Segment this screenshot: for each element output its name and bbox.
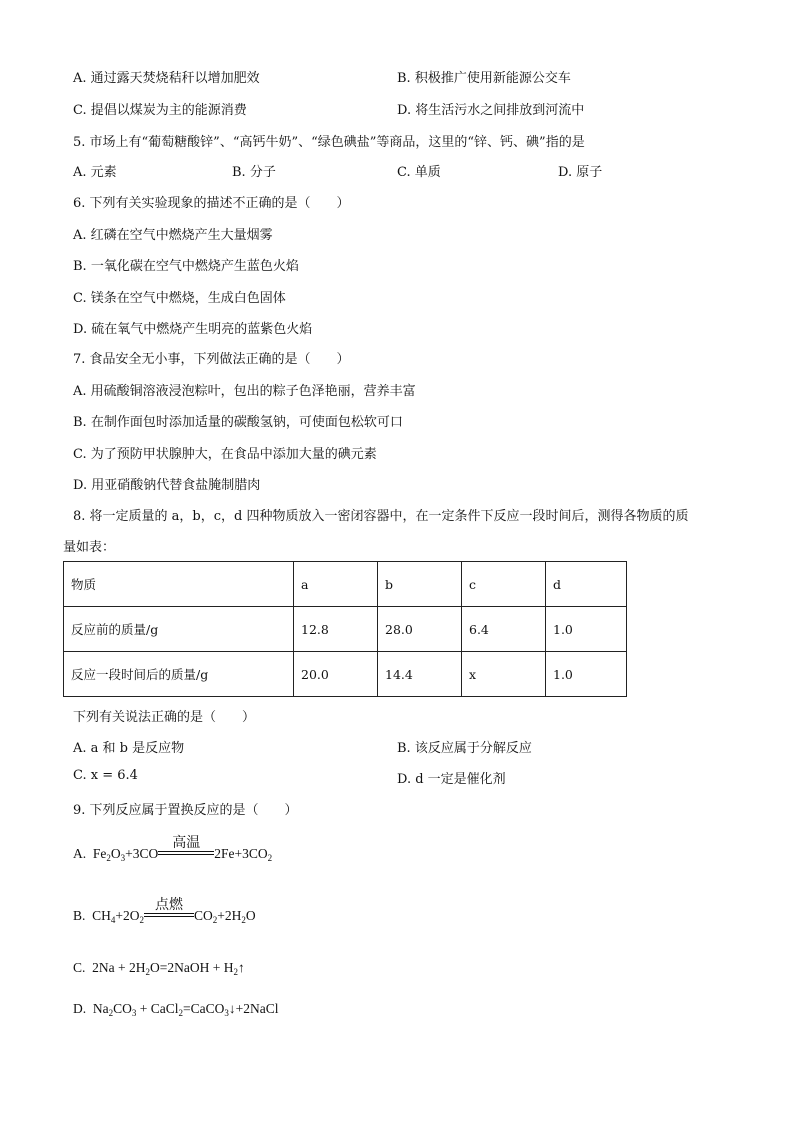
equation: $2Na + 2H_2O=2NaOH$ + $H_2↑$	[92, 960, 245, 977]
q7-option-d: D. 用亚硝酸钠代替食盐腌制腊肉	[73, 478, 261, 493]
table-header-cell: b	[378, 562, 462, 607]
table-cell: 28.0	[378, 607, 462, 652]
q7-option-b: B. 在制作面包时添加适量的碳酸氢钠，可使面包松软可口	[73, 415, 403, 430]
table-cell: 14.4	[378, 652, 462, 697]
table-header-cell: c	[462, 562, 546, 607]
q5-stem: 5. 市场上有“葡萄糖酸锌”、“高钙牛奶”、“绿色碘盐”等商品，这里的“锌、钙、碘”指的是	[73, 135, 585, 150]
q8-option-d: D. d 一定是催化剂	[397, 772, 506, 787]
equation: $Na_2CO_3$ + CaCl$_2$=CaCO$_3$↓+2NaCl	[92, 1001, 279, 1018]
q9-option-a	[73, 835, 273, 863]
table-header-cell: a	[294, 562, 378, 607]
q8-option-c: C. x = 6.4	[73, 768, 138, 783]
q8-stem-line2: 量如表：	[63, 540, 116, 555]
table-cell: 1.0	[546, 652, 627, 697]
table-cell: 反应前的质量/g	[64, 607, 294, 652]
table-header-cell: d	[546, 562, 627, 607]
q6-option-b: B. 一氧化碳在空气中燃烧产生蓝色火焰	[73, 259, 299, 274]
q7-option-a: A. 用硫酸铜溶液浸泡粽叶，包出的粽子色泽艳丽，营养丰富	[73, 384, 416, 399]
table-cell: 12.8	[294, 607, 378, 652]
q5-option-d: D. 原子	[558, 165, 603, 180]
q8-stem-line1: 8. 将一定质量的 a，b，c，d 四种物质放入一密闭容器中，在一定条件下反应一段时间后，测得各物质的质	[73, 509, 689, 524]
q6-option-c: C. 镁条在空气中燃烧，生成白色固体	[73, 291, 286, 306]
equation-lhs: $CH_4+2O_2$	[92, 908, 145, 925]
option-label: B.	[73, 908, 86, 923]
option-label: A.	[73, 846, 87, 861]
table-row	[64, 607, 627, 652]
q8-option-a: A. a 和 b 是反应物	[73, 741, 185, 756]
table-cell: x	[462, 652, 546, 697]
q8-prompt: 下列有关说法正确的是（ ）	[73, 710, 256, 725]
equation-rhs: $CO_2+2H_2O$	[194, 908, 256, 925]
mass-table	[63, 561, 627, 697]
equation-lhs: $Fe_2O_3+3CO$	[92, 846, 159, 863]
q9-option-c	[73, 960, 245, 976]
option-label: D.	[73, 1001, 87, 1016]
q9-option-b	[73, 897, 256, 925]
q7-option-c: C. 为了预防甲状腺肿大，在食品中添加大量的碘元素	[73, 447, 377, 462]
condition-text: 点燃	[155, 897, 184, 913]
table-header-cell: 物质	[64, 562, 294, 607]
q4-option-d: D. 将生活污水之间排放到河流中	[397, 103, 585, 118]
table-row	[64, 652, 627, 697]
option-label: C.	[73, 960, 86, 975]
q6-stem: 6. 下列有关实验现象的描述不正确的是（ ）	[73, 196, 350, 211]
condition-text: 高温	[172, 835, 201, 851]
q5-option-b: B. 分子	[232, 165, 276, 180]
q6-option-d: D. 硫在氧气中燃烧产生明亮的蓝紫色火焰	[73, 322, 313, 337]
table-cell: 6.4	[462, 607, 546, 652]
q4-option-a: A. 通过露天焚烧秸秆以增加肥效	[73, 71, 260, 86]
q9-option-d	[73, 1001, 279, 1017]
reaction-condition	[144, 897, 194, 920]
table-header-row	[64, 562, 627, 607]
q9-stem: 9. 下列反应属于置换反应的是（ ）	[73, 803, 298, 818]
q4-option-c: C. 提倡以煤炭为主的能源消费	[73, 103, 247, 118]
q5-option-c: C. 单质	[397, 165, 441, 180]
reaction-condition	[158, 835, 214, 858]
q4-option-b: B. 积极推广使用新能源公交车	[397, 71, 571, 86]
q8-option-b: B. 该反应属于分解反应	[397, 741, 532, 756]
table-cell: 1.0	[546, 607, 627, 652]
table-cell: 反应一段时间后的质量/g	[64, 652, 294, 697]
q5-option-a: A. 元素	[73, 165, 117, 180]
q6-option-a: A. 红磷在空气中燃烧产生大量烟雾	[73, 228, 273, 243]
equation-rhs: $2Fe+3CO_2$	[214, 846, 273, 863]
q7-stem: 7. 食品安全无小事，下列做法正确的是（ ）	[73, 352, 350, 367]
table-cell: 20.0	[294, 652, 378, 697]
